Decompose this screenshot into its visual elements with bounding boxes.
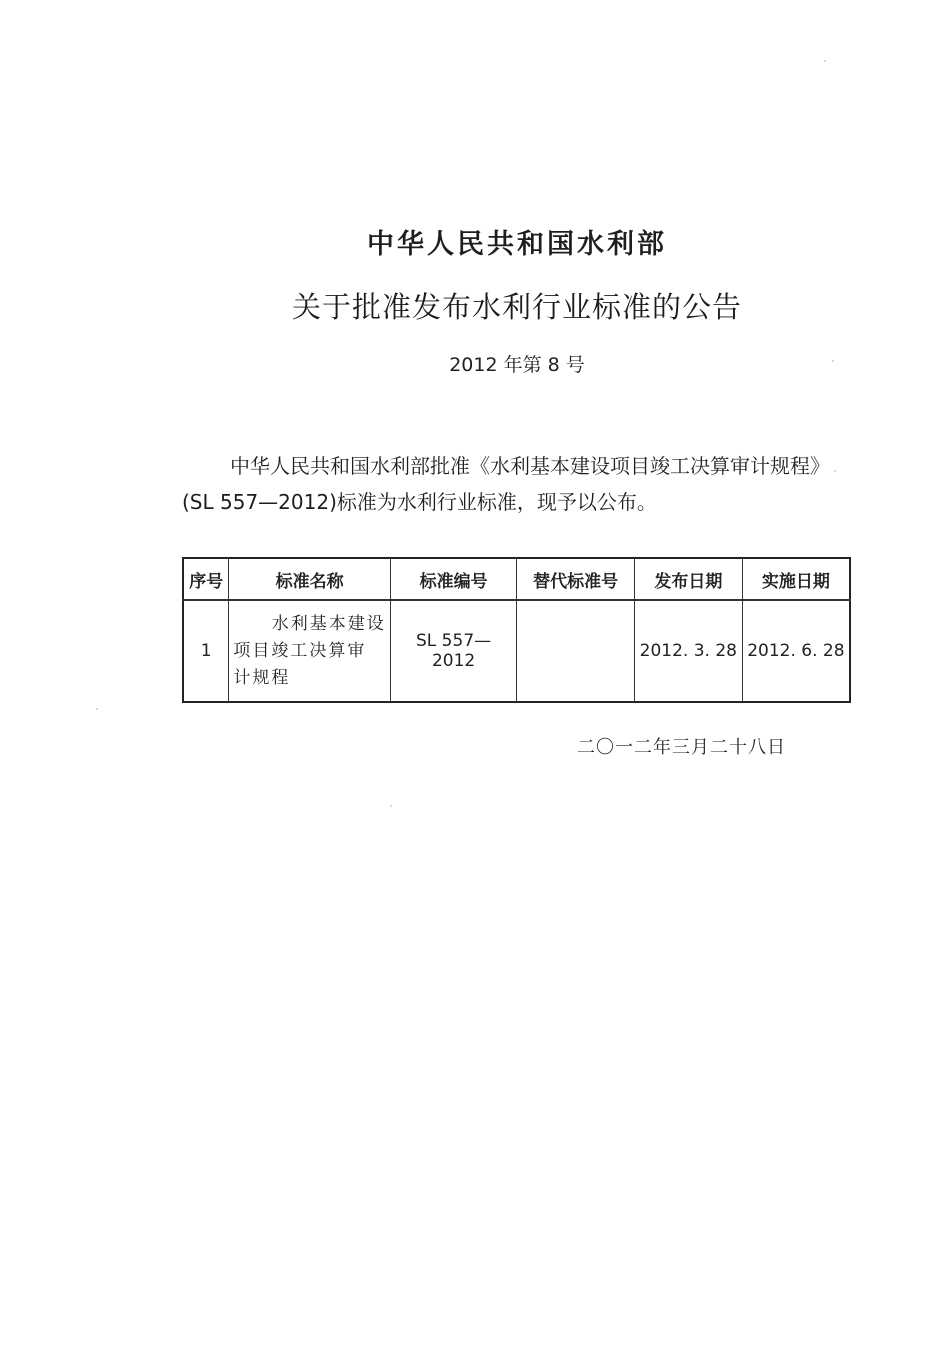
column-header: 标准名称 bbox=[229, 558, 390, 600]
standard-name bbox=[229, 600, 390, 702]
effective-date: 2012. 6. 28 bbox=[742, 600, 850, 702]
row-index: 1 bbox=[183, 600, 229, 702]
standard-name-line: 计规程 bbox=[233, 667, 291, 688]
column-header: 替代标准号 bbox=[517, 558, 635, 600]
scan-speck bbox=[832, 360, 834, 362]
column-header: 实施日期 bbox=[742, 558, 850, 600]
scan-speck bbox=[96, 708, 98, 710]
scan-speck bbox=[824, 60, 826, 62]
document-number: 2012 年第 8 号 bbox=[449, 354, 585, 376]
announcement-paragraph bbox=[182, 448, 852, 520]
scan-speck bbox=[834, 470, 836, 472]
table-header-row bbox=[183, 558, 850, 600]
replaced-standard bbox=[517, 600, 635, 702]
signing-date: 二〇一二年三月二十八日 bbox=[577, 737, 786, 758]
paragraph-text: 中华人民共和国水利部批准《水利基本建设项目竣工决算审计规程》(SL 557—2012)标准为水利行业标准，现予以公布。 bbox=[182, 454, 830, 514]
column-header: 标准编号 bbox=[390, 558, 517, 600]
column-header: 发布日期 bbox=[634, 558, 742, 600]
standard-code: SL 557—2012 bbox=[390, 600, 517, 702]
issuer-heading: 中华人民共和国水利部 bbox=[367, 229, 667, 260]
scan-speck bbox=[390, 805, 392, 807]
publish-date: 2012. 3. 28 bbox=[634, 600, 742, 702]
column-header: 序号 bbox=[183, 558, 229, 600]
standard-name-line: 水利基本建设 bbox=[271, 613, 386, 634]
announcement-title: 关于批准发布水利行业标准的公告 bbox=[291, 290, 742, 324]
table-row bbox=[183, 600, 850, 702]
standard-name-line: 项目竣工决算审 bbox=[233, 640, 367, 661]
standards-table bbox=[182, 557, 851, 703]
